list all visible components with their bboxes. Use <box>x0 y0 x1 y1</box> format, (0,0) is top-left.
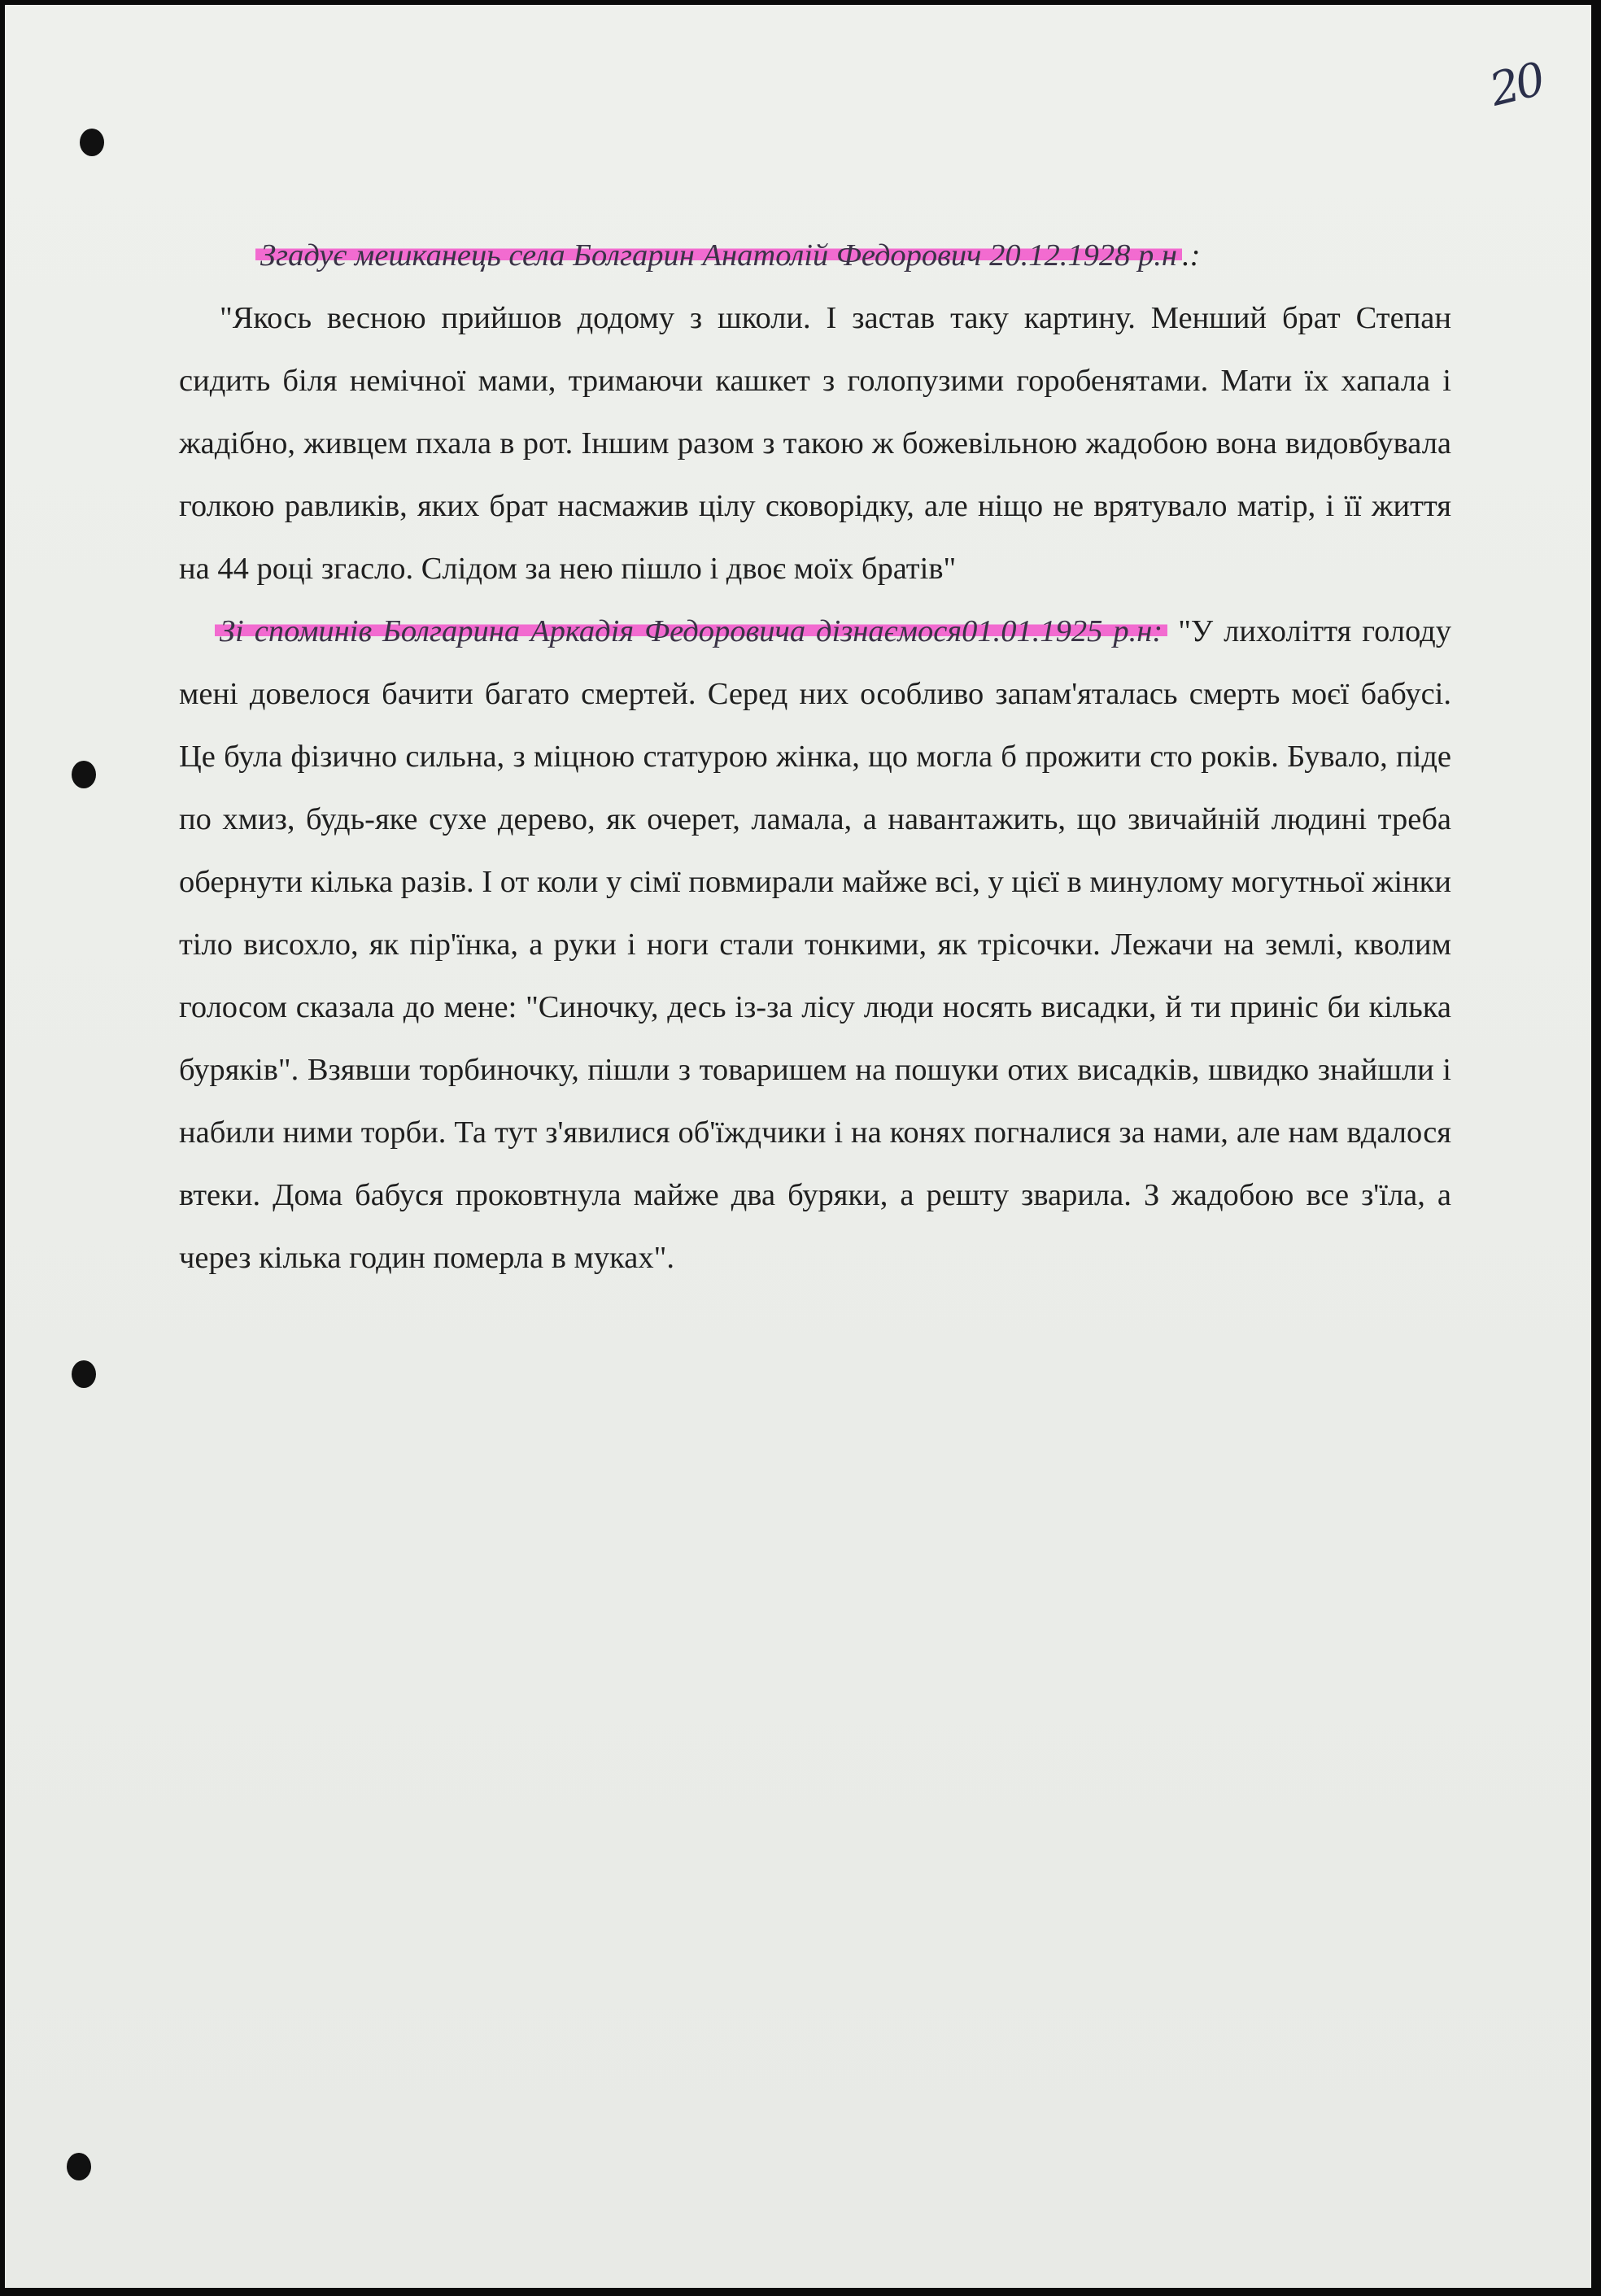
testimony-1-heading <box>179 225 1451 287</box>
punch-hole <box>67 2153 91 2180</box>
punch-hole <box>72 1360 96 1388</box>
highlighted-lead: Зі споминів Болгарина Аркадія Федоровича дізнаємося01.01.1925 р.н: <box>215 614 1167 648</box>
handwritten-page-number: 20 <box>1485 53 1548 117</box>
punch-hole <box>80 129 104 156</box>
document-body <box>179 225 1451 1290</box>
testimony-2-paragraph <box>179 600 1451 1290</box>
heading-tail: .: <box>1181 238 1201 273</box>
testimony-2-text: "У лихоліття голоду мені довелося бачити багато смертей. Серед них особливо запам'яталась смерть моєї бабусі. Це була фізично сильна, з міцною статурою жінка, що могла б прожити сто років. Бувало, піде по хмиз, будь-яке сухе дерево, як очерет, ламала, а навантажить, що звичайній людині треба обернути кілька разів. І от коли у сімї повмирали майже всі, у цієї в минулому могутньої жінки тіло висохло, як пір'їнка, а руки і ноги стали тонкими, як трісочки. Лежачи на землі, кволим голосом сказала до мене: "Синочку, десь із-за лісу люди носять висадки, й ти приніс би кілька буряків". Взявши торбиночку, пішли з товаришем на пошуки отих висадків, швидко знайшли і набили ними торби. Та тут з'явилися об'їждчики і на конях погналися за нами, але нам вдалося втеки. Дома бабуся проковтнула майже два буряки, а решту зварила. З жадобою все з'їла, а через кілька годин померла в муках". <box>179 614 1452 1275</box>
highlighted-heading: Згадує мешканець села Болгарин Анатолій Федорович 20.12.1928 р.н <box>255 238 1182 273</box>
testimony-1-text: "Якось весною прийшов додому з школи. І застав таку картину. Менший брат Степан сидить біля немічної мами, тримаючи кашкет з голопузими горобенятами. Мати їх хапала і жадібно, живцем пхала в рот. Іншим разом з такою ж божевільною жадобою вона видовбувала голкою равликів, яких брат насмажив цілу сковорідку, але ніщо не врятувало матір, і її життя на 44 році згасло. Слідом за нею пішло і двоє моїх братів" <box>179 301 1451 586</box>
document-page <box>5 5 1591 2288</box>
punch-hole <box>72 761 96 788</box>
